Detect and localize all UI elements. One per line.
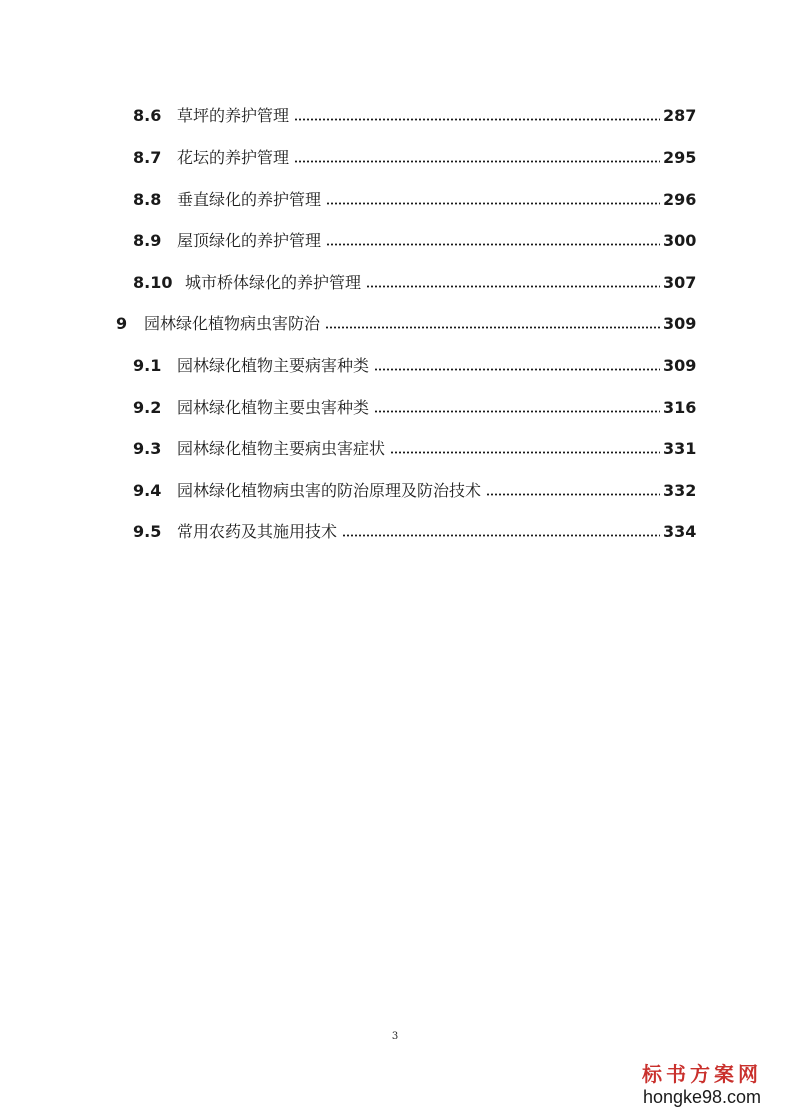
dot-leader [374, 359, 660, 371]
toc-entry[interactable] [133, 146, 697, 170]
toc-entry-title: 园林绿化植物主要虫害种类 [177, 398, 370, 417]
toc-entry[interactable] [133, 104, 697, 128]
toc-entry-page: 316 [663, 398, 697, 417]
dot-leader [374, 401, 660, 413]
toc-entry-page: 334 [663, 522, 697, 541]
watermark-domain: hongke98.com [642, 1087, 762, 1107]
toc-entry-title: 花坛的养护管理 [177, 148, 290, 167]
toc-entry-number: 9.1 [133, 356, 162, 375]
toc-entry-page: 300 [663, 231, 697, 250]
toc-entry-number: 8.9 [133, 231, 162, 250]
toc-entry[interactable] [133, 188, 697, 212]
toc-entry-title: 园林绿化植物病虫害的防治原理及防治技术 [177, 481, 482, 500]
toc-entry-number: 9.5 [133, 522, 162, 541]
dot-leader [325, 317, 660, 329]
toc-entry-page: 287 [663, 106, 697, 125]
toc-entry[interactable] [133, 520, 697, 544]
toc-entry-title: 园林绿化植物主要病害种类 [177, 356, 370, 375]
dot-leader [366, 276, 660, 288]
toc-entry-page: 332 [663, 481, 697, 500]
dot-leader [390, 442, 660, 454]
dot-leader [486, 484, 660, 496]
toc-entry[interactable] [133, 229, 697, 253]
toc-entry-title: 城市桥体绿化的养护管理 [185, 273, 362, 292]
toc-chapter-entry[interactable] [116, 312, 697, 336]
toc-entry-page: 331 [663, 439, 697, 458]
toc-entry[interactable] [133, 479, 697, 503]
toc-entry-page: 296 [663, 190, 697, 209]
dot-leader [294, 109, 660, 121]
toc-entry-title: 常用农药及其施用技术 [177, 522, 338, 541]
page-number: 3 [391, 1031, 399, 1042]
watermark-logo [632, 1062, 772, 1108]
watermark-site-name: 标书方案网 [642, 1062, 762, 1086]
toc-entry[interactable] [133, 354, 697, 378]
dot-leader [326, 234, 660, 246]
toc-entry-number: 8.7 [133, 148, 162, 167]
toc-entry-page: 309 [663, 314, 697, 333]
toc-entry-number: 8.8 [133, 190, 162, 209]
toc-entry-title: 草坪的养护管理 [177, 106, 290, 125]
toc-entry-number: 9.3 [133, 439, 162, 458]
toc-entry-title: 园林绿化植物病虫害防治 [144, 314, 321, 333]
dot-leader [294, 151, 660, 163]
dot-leader [326, 193, 660, 205]
toc-entry-number: 9 [116, 314, 128, 333]
toc-entry-page: 307 [663, 273, 697, 292]
toc-entry-number: 8.6 [133, 106, 162, 125]
toc-entry[interactable] [133, 271, 697, 295]
toc-entry-title: 垂直绿化的养护管理 [177, 190, 322, 209]
toc-entry-number: 9.2 [133, 398, 162, 417]
toc-entry-page: 295 [663, 148, 697, 167]
toc-entry-number: 9.4 [133, 481, 162, 500]
toc-entry-number: 8.10 [133, 273, 173, 292]
toc-entry-title: 园林绿化植物主要病虫害症状 [177, 439, 386, 458]
toc-entry[interactable] [133, 396, 697, 420]
toc-entry[interactable] [133, 437, 697, 461]
dot-leader [342, 525, 660, 537]
toc-entry-title: 屋顶绿化的养护管理 [177, 231, 322, 250]
toc-entry-page: 309 [663, 356, 697, 375]
